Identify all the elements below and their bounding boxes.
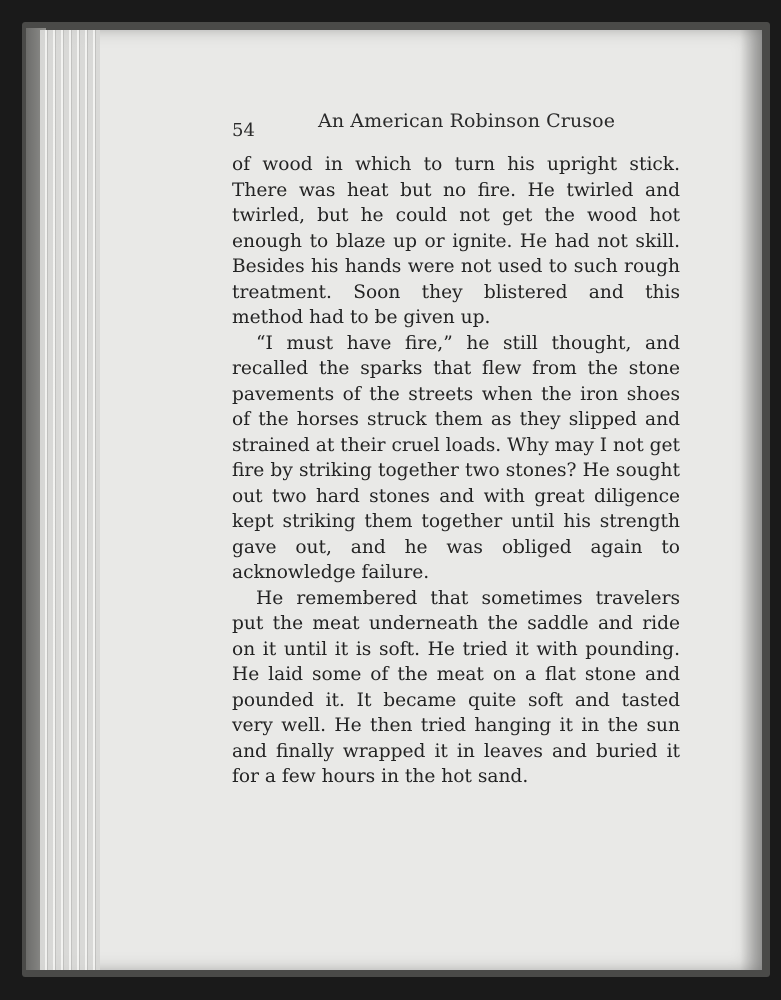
page-header: [232, 108, 678, 142]
page-number: 54: [232, 120, 255, 141]
body-text: [232, 152, 680, 790]
running-title: An American Robinson Crusoe: [318, 110, 616, 132]
paragraph-3: He remembered that sometimes travelers put the meat underneath the saddle and ride on it until it is soft. He tried it with pounding. He laid some of the meat on a flat stone and pounded it. It became quite soft and tasted very well. He then tried hanging it in the sun and finally wrapped it in leaves and buried it for a few hours in the hot sand.: [232, 587, 680, 787]
page-gutter-shadow: [740, 30, 762, 970]
page-stack-edges: [40, 30, 100, 970]
paragraph-1: of wood in which to turn his upright stick. There was heat but no fire. He twirled and twirled, but he could not get the wood hot enough to blaze up or ignite. He had not skill. Besides his hands were not used to such rough treatment. Soon they blistered and this method had to be given up.: [232, 154, 680, 328]
paragraph-2: “I must have fire,” he still thought, and recalled the sparks that flew from the stone pavements of the streets when the iron shoes of the horses struck them as they slipped and strained at their cruel loads. Why may I not get fire by striking together two stones? He sought out two hard stones and with great diligence kept striking them together until his strength gave out, and he was obliged again to acknowledge failure.: [232, 332, 680, 583]
